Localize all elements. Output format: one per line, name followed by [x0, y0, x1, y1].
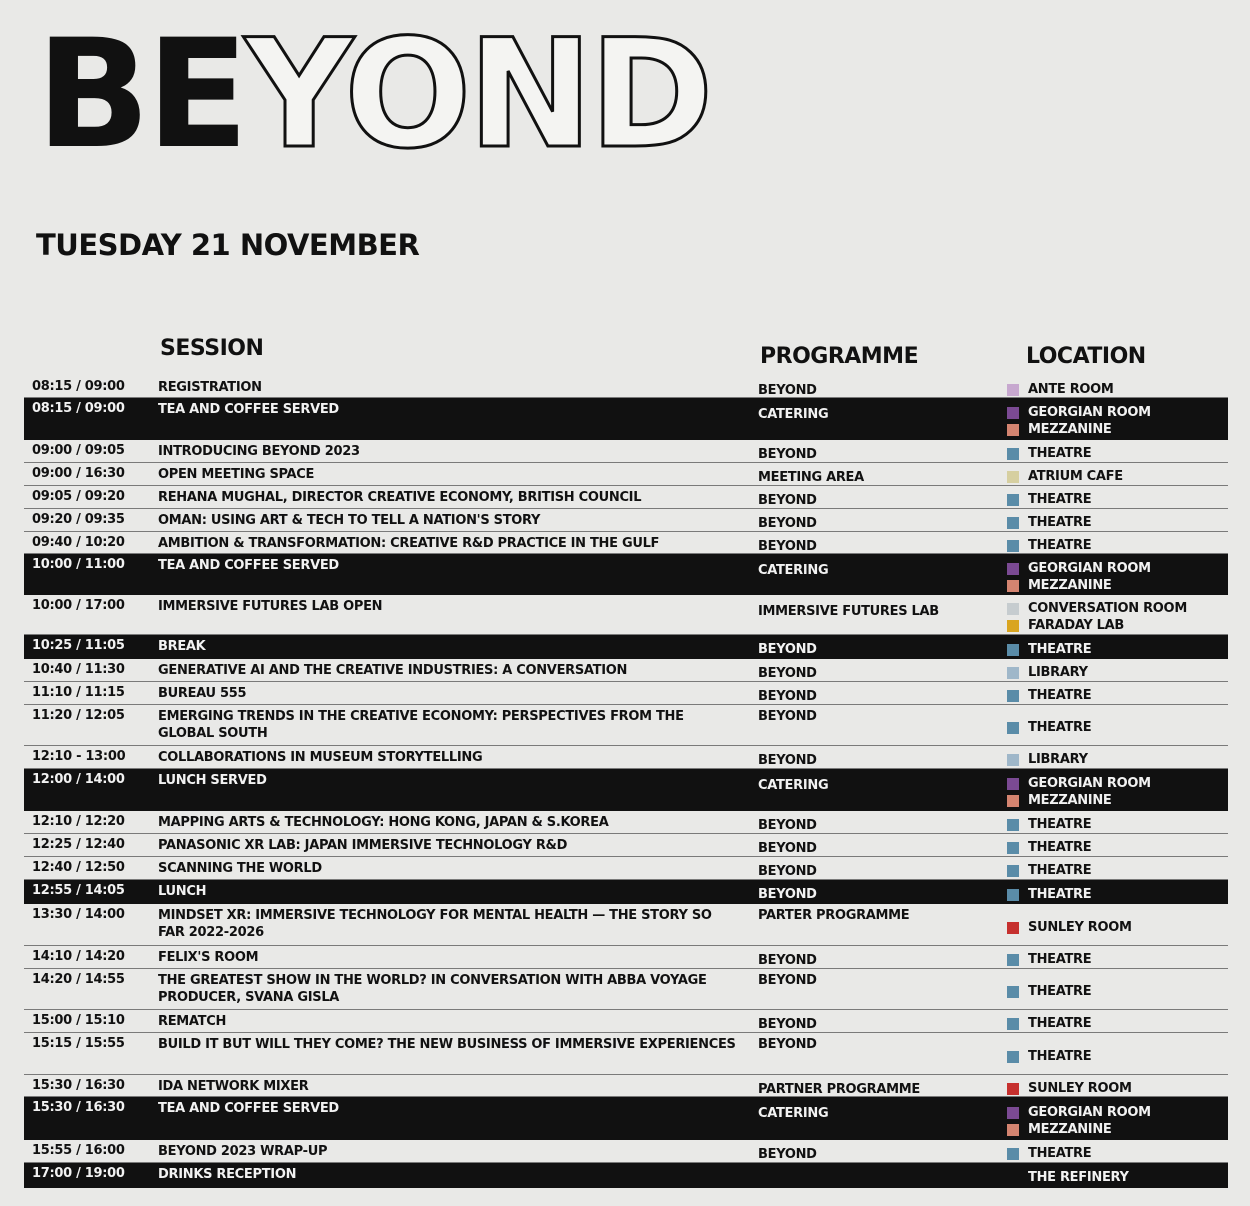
session-location	[1007, 983, 1091, 1000]
session-location	[1007, 1048, 1091, 1065]
session-title: OPEN MEETING SPACE	[158, 467, 315, 482]
schedule-row	[24, 880, 1228, 904]
session-time: 12:10 - 13:00	[32, 749, 126, 764]
session-programme: BEYOND	[758, 689, 817, 704]
location-item	[1007, 664, 1088, 681]
session-time: 09:20 / 09:35	[32, 512, 125, 527]
session-time: 15:55 / 16:00	[32, 1143, 125, 1158]
session-programme: BEYOND	[758, 753, 817, 768]
session-time: 12:10 / 12:20	[32, 814, 125, 829]
session-title: MINDSET XR: IMMERSIVE TECHNOLOGY FOR MENTAL HEALTH — THE STORY SO FAR 2022-2026	[158, 908, 712, 940]
location-label: THEATRE	[1028, 492, 1092, 507]
location-item	[1007, 792, 1151, 809]
session-location	[1007, 468, 1123, 485]
session-time: 10:25 / 11:05	[32, 638, 125, 653]
session-time: 08:15 / 09:00	[32, 401, 125, 416]
location-item	[1007, 816, 1091, 833]
schedule-row	[24, 509, 1228, 532]
location-color-swatch	[1007, 889, 1019, 901]
session-title: MAPPING ARTS & TECHNOLOGY: HONG KONG, JAPAN & S.KOREA	[158, 815, 609, 830]
session-location	[1007, 1145, 1091, 1162]
column-header-location: LOCATION	[1026, 344, 1146, 369]
location-label: THEATRE	[1028, 840, 1092, 855]
session-time: 12:40 / 12:50	[32, 860, 125, 875]
session-programme: CATERING	[758, 778, 829, 793]
location-label: MEZZANINE	[1028, 422, 1112, 437]
location-color-swatch	[1007, 954, 1019, 966]
column-header-programme: PROGRAMME	[760, 344, 919, 369]
session-location	[1007, 1015, 1091, 1032]
session-location	[1007, 600, 1187, 634]
location-color-swatch	[1007, 384, 1019, 396]
location-label: MEZZANINE	[1028, 578, 1112, 593]
location-color-swatch	[1007, 448, 1019, 460]
location-label: THEATRE	[1028, 688, 1092, 703]
location-label: SUNLEY ROOM	[1028, 920, 1132, 935]
session-programme: BEYOND	[758, 642, 817, 657]
session-time: 08:15 / 09:00	[32, 379, 125, 394]
session-time: 09:00 / 09:05	[32, 443, 125, 458]
schedule-row	[24, 376, 1228, 398]
location-label: LIBRARY	[1028, 665, 1088, 680]
session-title: REGISTRATION	[158, 380, 262, 395]
session-time: 15:30 / 16:30	[32, 1100, 125, 1115]
session-programme: BEYOND	[758, 818, 817, 833]
schedule-row	[24, 1097, 1228, 1140]
session-programme: CATERING	[758, 1106, 829, 1121]
location-item	[1007, 951, 1091, 968]
session-location	[1007, 687, 1091, 704]
location-item	[1007, 577, 1151, 594]
location-color-swatch	[1007, 722, 1019, 734]
session-programme: BEYOND	[758, 516, 817, 531]
location-color-swatch	[1007, 986, 1019, 998]
beyond-logo	[36, 8, 710, 182]
session-programme: BEYOND	[758, 447, 817, 462]
session-title: LUNCH	[158, 884, 207, 899]
session-time: 15:00 / 15:10	[32, 1013, 125, 1028]
session-programme: MEETING AREA	[758, 470, 864, 485]
session-time: 10:00 / 17:00	[32, 598, 125, 613]
location-label: THEATRE	[1028, 984, 1092, 999]
location-color-swatch	[1007, 842, 1019, 854]
location-item	[1007, 1121, 1151, 1138]
location-item	[1007, 445, 1091, 462]
location-item	[1007, 421, 1151, 438]
location-label: THE REFINERY	[1028, 1170, 1129, 1185]
location-item	[1007, 381, 1114, 398]
location-label: CONVERSATION ROOM	[1028, 601, 1187, 616]
session-title: REMATCH	[158, 1014, 227, 1029]
session-title: SCANNING THE WORLD	[158, 861, 322, 876]
session-time: 13:30 / 14:00	[32, 907, 125, 922]
session-programme: BEYOND	[758, 493, 817, 508]
location-label: THEATRE	[1028, 538, 1092, 553]
location-label: FARADAY LAB	[1028, 618, 1125, 633]
schedule-row	[24, 904, 1228, 946]
session-location	[1007, 839, 1091, 856]
session-time: 14:20 / 14:55	[32, 972, 125, 987]
location-color-swatch	[1007, 1124, 1019, 1136]
session-location	[1007, 1104, 1151, 1138]
session-time: 09:40 / 10:20	[32, 535, 125, 550]
schedule-row	[24, 463, 1228, 486]
session-title: DRINKS RECEPTION	[158, 1167, 297, 1182]
session-programme: BEYOND	[758, 973, 817, 988]
session-time: 15:30 / 16:30	[32, 1078, 125, 1093]
session-location	[1007, 560, 1151, 594]
schedule-row	[24, 705, 1228, 746]
location-item	[1007, 775, 1151, 792]
session-title: THE GREATEST SHOW IN THE WORLD? IN CONVERSATION WITH ABBA VOYAGE PRODUCER, SVANA GISLA	[158, 973, 707, 1005]
session-title: TEA AND COFFEE SERVED	[158, 402, 339, 417]
location-color-swatch	[1007, 667, 1019, 679]
schedule-row	[24, 554, 1228, 595]
session-programme: CATERING	[758, 563, 829, 578]
location-color-swatch	[1007, 603, 1019, 615]
location-color-swatch	[1007, 471, 1019, 483]
location-label: GEORGIAN ROOM	[1028, 776, 1151, 791]
session-title: PANASONIC XR LAB: JAPAN IMMERSIVE TECHNOLOGY R&D	[158, 838, 568, 853]
column-header-session: SESSION	[160, 336, 264, 361]
schedule-row	[24, 834, 1228, 857]
session-title: TEA AND COFFEE SERVED	[158, 1101, 339, 1116]
location-color-swatch	[1007, 819, 1019, 831]
session-time: 17:00 / 19:00	[32, 1166, 125, 1181]
session-time: 10:40 / 11:30	[32, 662, 125, 677]
location-label: THEATRE	[1028, 887, 1092, 902]
session-location	[1007, 445, 1091, 462]
location-color-swatch	[1007, 1107, 1019, 1119]
schedule-row	[24, 769, 1228, 811]
location-item	[1007, 1080, 1132, 1097]
schedule-row	[24, 1033, 1228, 1075]
session-title: BUILD IT BUT WILL THEY COME? THE NEW BUSINESS OF IMMERSIVE EXPERIENCES	[158, 1037, 736, 1052]
location-color-swatch	[1007, 540, 1019, 552]
schedule-row	[24, 946, 1228, 969]
location-label: ATRIUM CAFE	[1028, 469, 1123, 484]
location-color-swatch	[1007, 922, 1019, 934]
location-item	[1007, 983, 1091, 1000]
session-title: INTRODUCING BEYOND 2023	[158, 444, 360, 459]
schedule-row	[24, 1010, 1228, 1033]
session-programme: PARTNER PROGRAMME	[758, 1082, 920, 1097]
session-location	[1007, 641, 1091, 658]
location-color-swatch	[1007, 644, 1019, 656]
location-color-swatch	[1007, 754, 1019, 766]
session-location	[1007, 664, 1088, 681]
session-programme: BEYOND	[758, 1017, 817, 1032]
location-color-swatch	[1007, 778, 1019, 790]
session-title: FELIX'S ROOM	[158, 950, 259, 965]
location-item	[1007, 1169, 1129, 1186]
session-title: IMMERSIVE FUTURES LAB OPEN	[158, 599, 383, 614]
session-programme: BEYOND	[758, 953, 817, 968]
session-location	[1007, 514, 1091, 531]
location-color-swatch	[1007, 494, 1019, 506]
session-programme: BEYOND	[758, 709, 817, 724]
session-title: TEA AND COFFEE SERVED	[158, 558, 339, 573]
location-label: THEATRE	[1028, 952, 1092, 967]
location-item	[1007, 560, 1151, 577]
schedule-row	[24, 398, 1228, 440]
location-label: THEATRE	[1028, 720, 1092, 735]
session-time: 11:20 / 12:05	[32, 708, 125, 723]
location-item	[1007, 1145, 1091, 1162]
location-label: THEATRE	[1028, 863, 1092, 878]
schedule-table	[24, 376, 1228, 1188]
location-color-swatch	[1007, 424, 1019, 436]
session-title: IDA NETWORK MIXER	[158, 1079, 309, 1094]
location-item	[1007, 514, 1091, 531]
location-label: SUNLEY ROOM	[1028, 1081, 1132, 1096]
session-title: BEYOND 2023 WRAP-UP	[158, 1144, 328, 1159]
schedule-row	[24, 486, 1228, 509]
location-label: THEATRE	[1028, 1016, 1092, 1031]
session-programme: BEYOND	[758, 1037, 817, 1052]
session-location	[1007, 751, 1088, 768]
location-item	[1007, 1104, 1151, 1121]
session-location	[1007, 862, 1091, 879]
session-programme: BEYOND	[758, 666, 817, 681]
location-item	[1007, 617, 1187, 634]
location-color-swatch	[1007, 580, 1019, 592]
schedule-row	[24, 682, 1228, 705]
location-item	[1007, 600, 1187, 617]
location-color-swatch	[1007, 407, 1019, 419]
session-programme: PARTER PROGRAMME	[758, 908, 910, 923]
location-item	[1007, 719, 1091, 736]
schedule-row	[24, 746, 1228, 769]
location-label: THEATRE	[1028, 642, 1092, 657]
schedule-row	[24, 1163, 1228, 1188]
location-label: THEATRE	[1028, 817, 1092, 832]
session-time: 09:00 / 16:30	[32, 466, 125, 481]
schedule-row	[24, 1140, 1228, 1163]
location-label: GEORGIAN ROOM	[1028, 405, 1151, 420]
session-location	[1007, 775, 1151, 809]
location-item	[1007, 862, 1091, 879]
session-programme: BEYOND	[758, 887, 817, 902]
location-label: MEZZANINE	[1028, 1122, 1112, 1137]
location-label: THEATRE	[1028, 515, 1092, 530]
schedule-row	[24, 969, 1228, 1010]
session-location	[1007, 816, 1091, 833]
location-label: GEORGIAN ROOM	[1028, 1105, 1151, 1120]
location-color-swatch	[1007, 620, 1019, 632]
location-color-swatch	[1007, 563, 1019, 575]
session-location	[1007, 919, 1132, 936]
location-item	[1007, 1015, 1091, 1032]
session-location	[1007, 1169, 1129, 1186]
session-location	[1007, 719, 1091, 736]
session-title: AMBITION & TRANSFORMATION: CREATIVE R&D PRACTICE IN THE GULF	[158, 536, 660, 551]
session-location	[1007, 886, 1091, 903]
session-time: 14:10 / 14:20	[32, 949, 125, 964]
schedule-row	[24, 857, 1228, 880]
location-item	[1007, 404, 1151, 421]
session-time: 12:00 / 14:00	[32, 772, 125, 787]
location-color-swatch	[1007, 1051, 1019, 1063]
location-label: LIBRARY	[1028, 752, 1088, 767]
session-time: 10:00 / 11:00	[32, 557, 125, 572]
session-title: OMAN: USING ART & TECH TO TELL A NATION'S STORY	[158, 513, 541, 528]
location-label: THEATRE	[1028, 446, 1092, 461]
location-label: GEORGIAN ROOM	[1028, 561, 1151, 576]
location-label: THEATRE	[1028, 1146, 1092, 1161]
session-title: BREAK	[158, 639, 206, 654]
location-label: THEATRE	[1028, 1049, 1092, 1064]
session-title: COLLABORATIONS IN MUSEUM STORYTELLING	[158, 750, 483, 765]
location-color-swatch	[1007, 690, 1019, 702]
schedule-row	[24, 595, 1228, 635]
location-item	[1007, 839, 1091, 856]
session-location	[1007, 404, 1151, 438]
location-color-swatch	[1007, 1083, 1019, 1095]
location-item	[1007, 751, 1088, 768]
session-time: 15:15 / 15:55	[32, 1036, 125, 1051]
schedule-row	[24, 635, 1228, 659]
session-title: REHANA MUGHAL, DIRECTOR CREATIVE ECONOMY, BRITISH COUNCIL	[158, 490, 642, 505]
session-location	[1007, 491, 1091, 508]
location-item	[1007, 919, 1132, 936]
location-item	[1007, 468, 1123, 485]
location-item	[1007, 886, 1091, 903]
schedule-row	[24, 659, 1228, 682]
location-color-swatch	[1007, 795, 1019, 807]
session-location	[1007, 537, 1091, 554]
logo-outline-text: YOND	[244, 8, 710, 182]
location-item	[1007, 641, 1091, 658]
location-item	[1007, 537, 1091, 554]
location-color-swatch	[1007, 1148, 1019, 1160]
session-time: 09:05 / 09:20	[32, 489, 125, 504]
session-programme: IMMERSIVE FUTURES LAB	[758, 604, 939, 619]
schedule-row	[24, 532, 1228, 554]
session-title: EMERGING TRENDS IN THE CREATIVE ECONOMY: PERSPECTIVES FROM THE GLOBAL SOUTH	[158, 709, 684, 741]
location-color-swatch	[1007, 517, 1019, 529]
session-programme: BEYOND	[758, 841, 817, 856]
schedule-row	[24, 1075, 1228, 1097]
session-programme: BEYOND	[758, 864, 817, 879]
location-item	[1007, 491, 1091, 508]
schedule-row	[24, 440, 1228, 463]
session-title: BUREAU 555	[158, 686, 247, 701]
session-programme: CATERING	[758, 407, 829, 422]
session-programme: BEYOND	[758, 539, 817, 554]
schedule-row	[24, 811, 1228, 834]
session-programme: BEYOND	[758, 383, 817, 398]
session-title: LUNCH SERVED	[158, 773, 267, 788]
location-color-swatch	[1007, 865, 1019, 877]
session-location	[1007, 1080, 1132, 1097]
session-location	[1007, 381, 1114, 398]
location-item	[1007, 687, 1091, 704]
location-label: ANTE ROOM	[1028, 382, 1114, 397]
location-label: MEZZANINE	[1028, 793, 1112, 808]
location-item	[1007, 1048, 1091, 1065]
session-programme: BEYOND	[758, 1147, 817, 1162]
session-time: 11:10 / 11:15	[32, 685, 125, 700]
session-location	[1007, 951, 1091, 968]
session-title: GENERATIVE AI AND THE CREATIVE INDUSTRIES: A CONVERSATION	[158, 663, 628, 678]
location-color-swatch	[1007, 1018, 1019, 1030]
session-time: 12:55 / 14:05	[32, 883, 125, 898]
day-heading: TUESDAY 21 NOVEMBER	[36, 228, 420, 262]
logo-solid-text: BE	[36, 8, 245, 182]
session-time: 12:25 / 12:40	[32, 837, 125, 852]
